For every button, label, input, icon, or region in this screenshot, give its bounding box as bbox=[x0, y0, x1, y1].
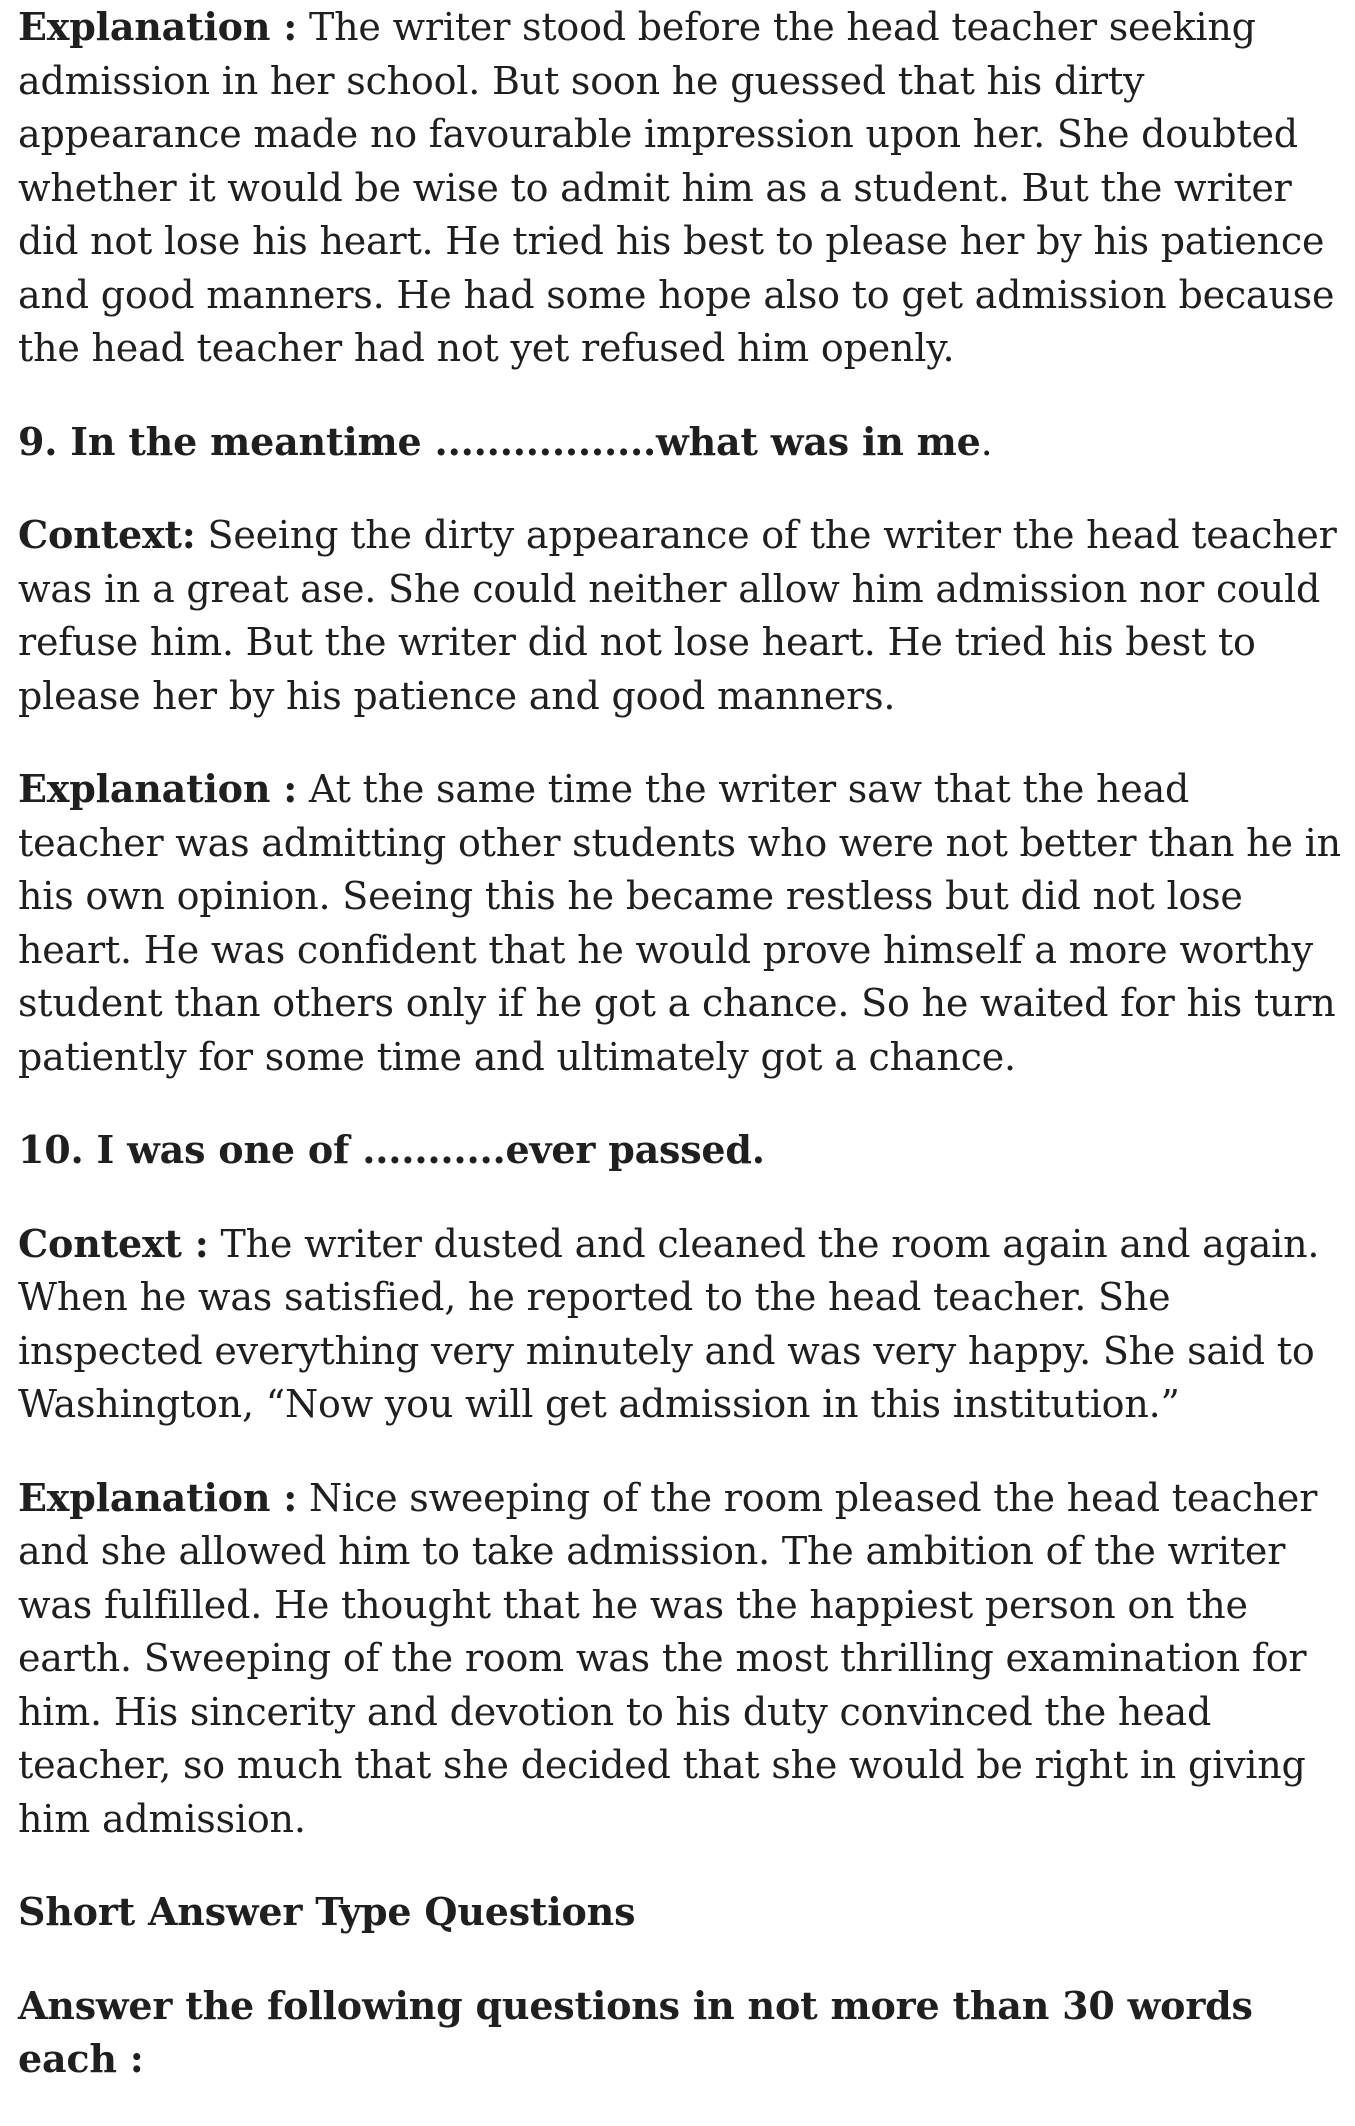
paragraph-lead-label: Context: bbox=[18, 512, 196, 557]
paragraph-text: Nice sweeping of the room pleased the head teacher and she allowed him to take admission. The ambition of the writer was fulfilled. He thought that he was the happiest person on the earth. Sweeping of the room was the most thrilling examination for him. His sincerity and devotion to his duty convinced the head teacher, so much that she decided that she would be right in giving him admission. bbox=[18, 1475, 1318, 1841]
heading-text: 9. In the meantime .................what was in me bbox=[18, 418, 981, 464]
explanation-paragraph-9 bbox=[18, 762, 1343, 1084]
paragraph-lead-label: Explanation : bbox=[18, 766, 298, 811]
heading-text: Short Answer Type Questions bbox=[18, 1889, 636, 1934]
explanation-paragraph-1 bbox=[18, 0, 1343, 376]
paragraph-text: Seeing the dirty appearance of the writer the head teacher was in a great ase. She could neither allow him admission nor could refuse him. But the writer did not lose heart. He tried his best to please her by his patience and good manners. bbox=[18, 513, 1337, 718]
heading-tail: . bbox=[980, 419, 993, 464]
context-paragraph-9 bbox=[18, 508, 1343, 723]
heading-text: Answer the following questions in not more than 30 words each : bbox=[18, 1982, 1253, 2081]
paragraph-text: At the same time the writer saw that the head teacher was admitting other students who were not better than he in his own opinion. Seeing this he became restless but did not lose heart. He was confident that he would prove himself a more worthy student than others only if he got a chance. So he waited for his turn patiently for some time and ultimately got a chance. bbox=[18, 767, 1341, 1079]
context-paragraph-10 bbox=[18, 1217, 1343, 1432]
explanation-paragraph-10 bbox=[18, 1471, 1343, 1847]
paragraph-lead-label: Explanation : bbox=[18, 4, 298, 49]
document-page bbox=[18, 0, 1343, 2126]
paragraph-lead-label: Context : bbox=[18, 1220, 209, 1266]
paragraph-text: The writer stood before the head teacher seeking admission in her school. But soon he guessed that his dirty appearance made no favourable impression upon her. She doubted whether it would be wise to admit him as a student. But the writer did not lose his heart. He tried his best to please her by his patience and good manners. He had some hope also to get admission because the head teacher had not yet refused him openly. bbox=[18, 5, 1335, 370]
instruction-heading bbox=[18, 1979, 1343, 2087]
section-heading-short-answer bbox=[18, 1885, 1343, 1940]
heading-text: 10. I was one of ...........ever passed. bbox=[18, 1127, 765, 1172]
paragraph-text: The writer dusted and cleaned the room again and again. When he was satisfied, he reported to the head teacher. She inspected everything very minutely and was very happy. She said to Washington, “Now you will get admission in this institution.” bbox=[18, 1221, 1320, 1426]
question-heading-9 bbox=[18, 415, 1343, 470]
question-heading-10 bbox=[18, 1123, 1343, 1178]
paragraph-lead-label: Explanation : bbox=[18, 1474, 298, 1520]
